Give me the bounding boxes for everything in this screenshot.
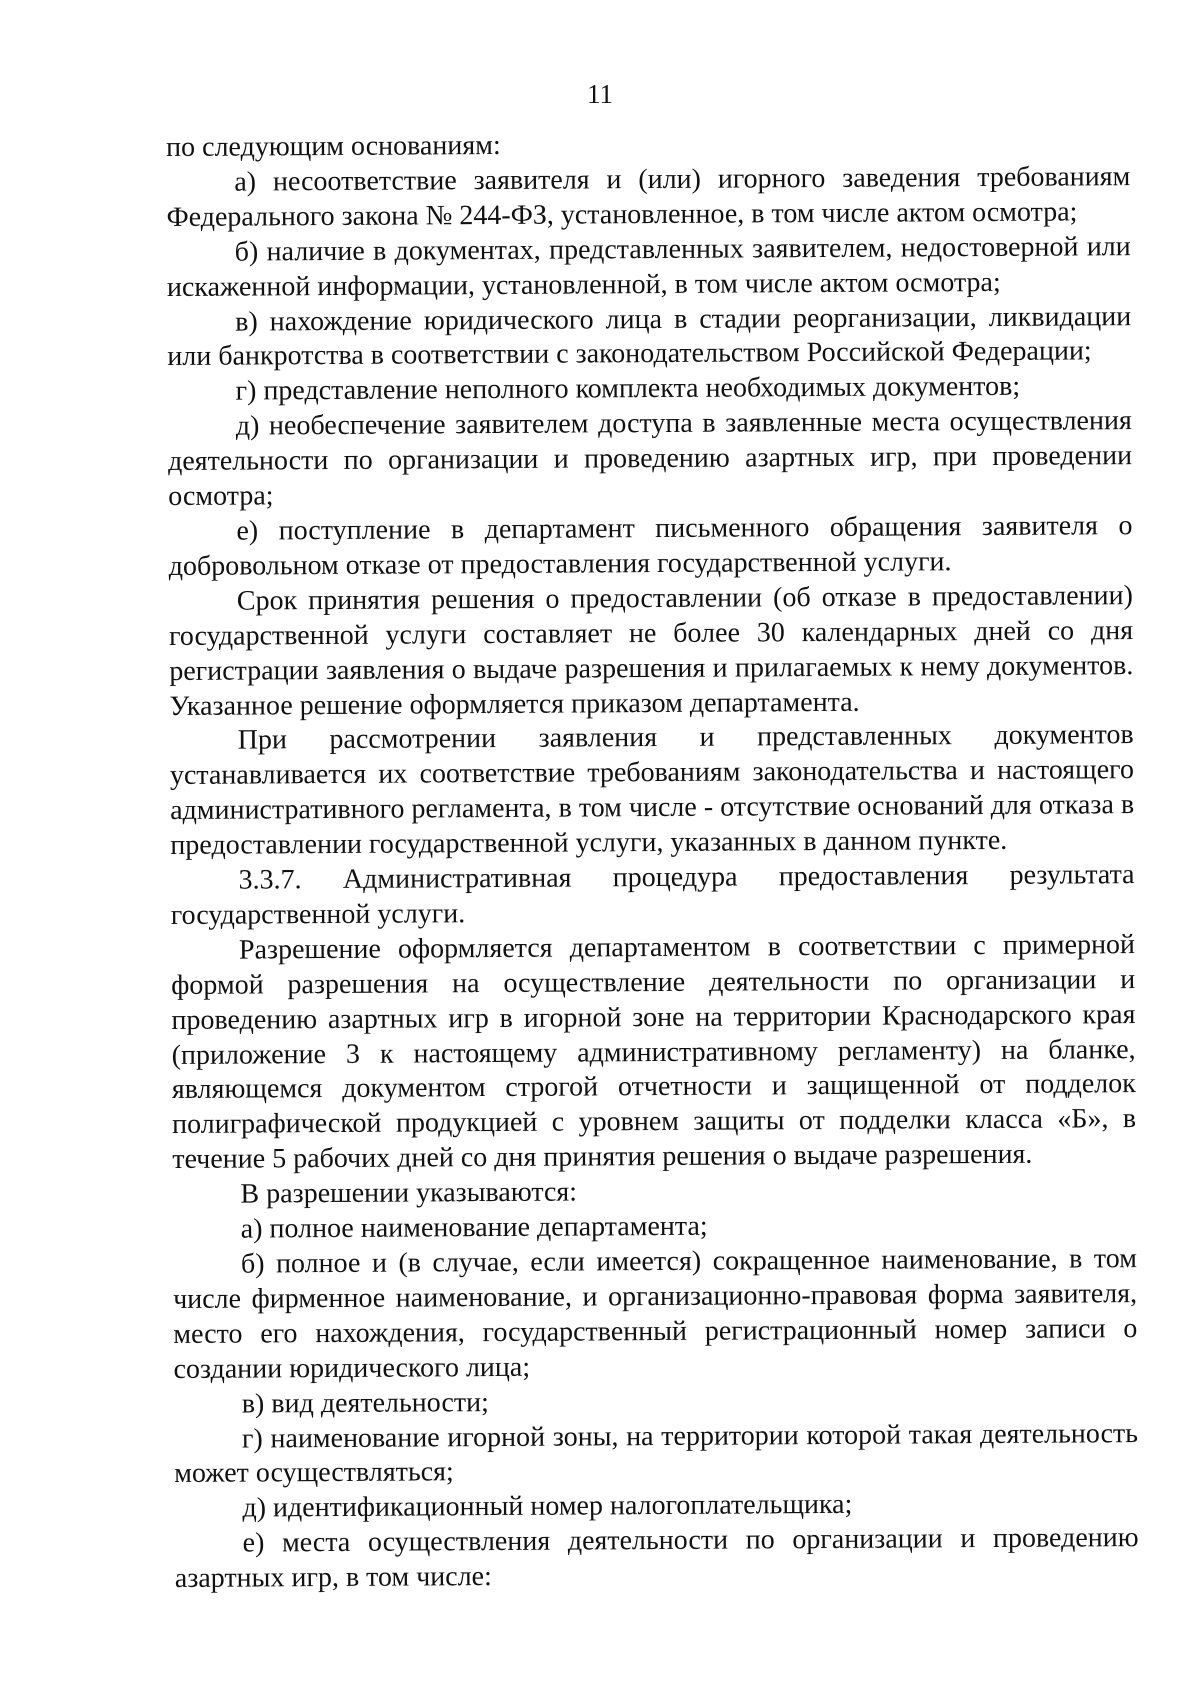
paragraph: Разрешение оформляется департаментом в соответствии с примерной формой разрешения на осуществление деятельности по организации и проведению азартных игр в игорной зоне на территории Краснодарского края (приложение 3 к настоящему административному регламенту) на бланке, являющемся документом строгой отчетности и защищенной от подделок полиграфической продукцией с уровнем защиты от подделки класса «Б», в течение 5 рабочих дней со дня принятия решения о выдаче разрешения. [171, 928, 1137, 1176]
paragraph: б) наличие в документах, представленных заявителем, недостоверной или искаженной информации, установленной, в том числе актом осмотра; [166, 230, 1131, 303]
paragraph: 3.3.7. Административная процедура предоставления результата государственной услуги. [170, 859, 1135, 931]
paragraph: по следующим основаниям: [166, 129, 501, 163]
paragraph: е) поступление в департамент письменного обращения заявителя о добровольном отказе от предоставления государственной услуги. [168, 510, 1133, 582]
page-number: 11 [587, 79, 613, 109]
paragraph: а) несоответствие заявителя и (или) игорного заведения требованиям Федерального закона № 244-ФЗ, установленное, в том числе актом осмотра; [166, 161, 1131, 233]
paragraph: При рассмотрении заявления и представленных документов устанавливается их соответствие требованиям законодательства и настоящего административного регламента, в том числе - отсутствие оснований для отказа в предоставлении государственной услуги, указанных в данном пункте. [169, 719, 1135, 862]
document-body [166, 125, 1139, 1597]
paragraph: д) необеспечение заявителем доступа в заявленные места осуществления деятельности по организации и проведению азартных игр, при проведении осмотра; [167, 405, 1133, 513]
paragraph: в) вид деятельности; [241, 1386, 489, 1420]
paragraph: В разрешении указываются: [240, 1176, 578, 1210]
paragraph: Срок принятия решения о предоставлении (об отказе в предоставлении) государственной услуги составляет не более 30 календарных дней со дня регистрации заявления о выдаче разрешения и прилагаемых к нему документов. Указанное решение оформляется приказом департамента. [168, 579, 1134, 722]
paragraph: е) места осуществления деятельности по организации и проведению азартных игр, в том числе: [174, 1522, 1139, 1595]
paragraph: г) представление неполного комплекта необходимых документов; [235, 371, 1021, 407]
paragraph: г) наименование игорной зоны, на территории которой такая деятельность может осуществляться; [174, 1417, 1139, 1490]
paragraph: в) нахождение юридического лица в стадии реорганизации, ликвидации или банкротства в соответствии с законодательством Российской Федерации; [167, 300, 1132, 373]
paragraph: а) полное наименование департамента; [240, 1210, 708, 1245]
paragraph: д) идентификационный номер налогоплательщика; [242, 1489, 853, 1524]
paragraph: б) полное и (в случае, если имеется) сокращенное наименование, в том числе фирменное наименование, и организационно-правовая форма заявителя, место его нахождения, государственный регистрационный номер записи о создании юридического лица; [173, 1243, 1138, 1385]
